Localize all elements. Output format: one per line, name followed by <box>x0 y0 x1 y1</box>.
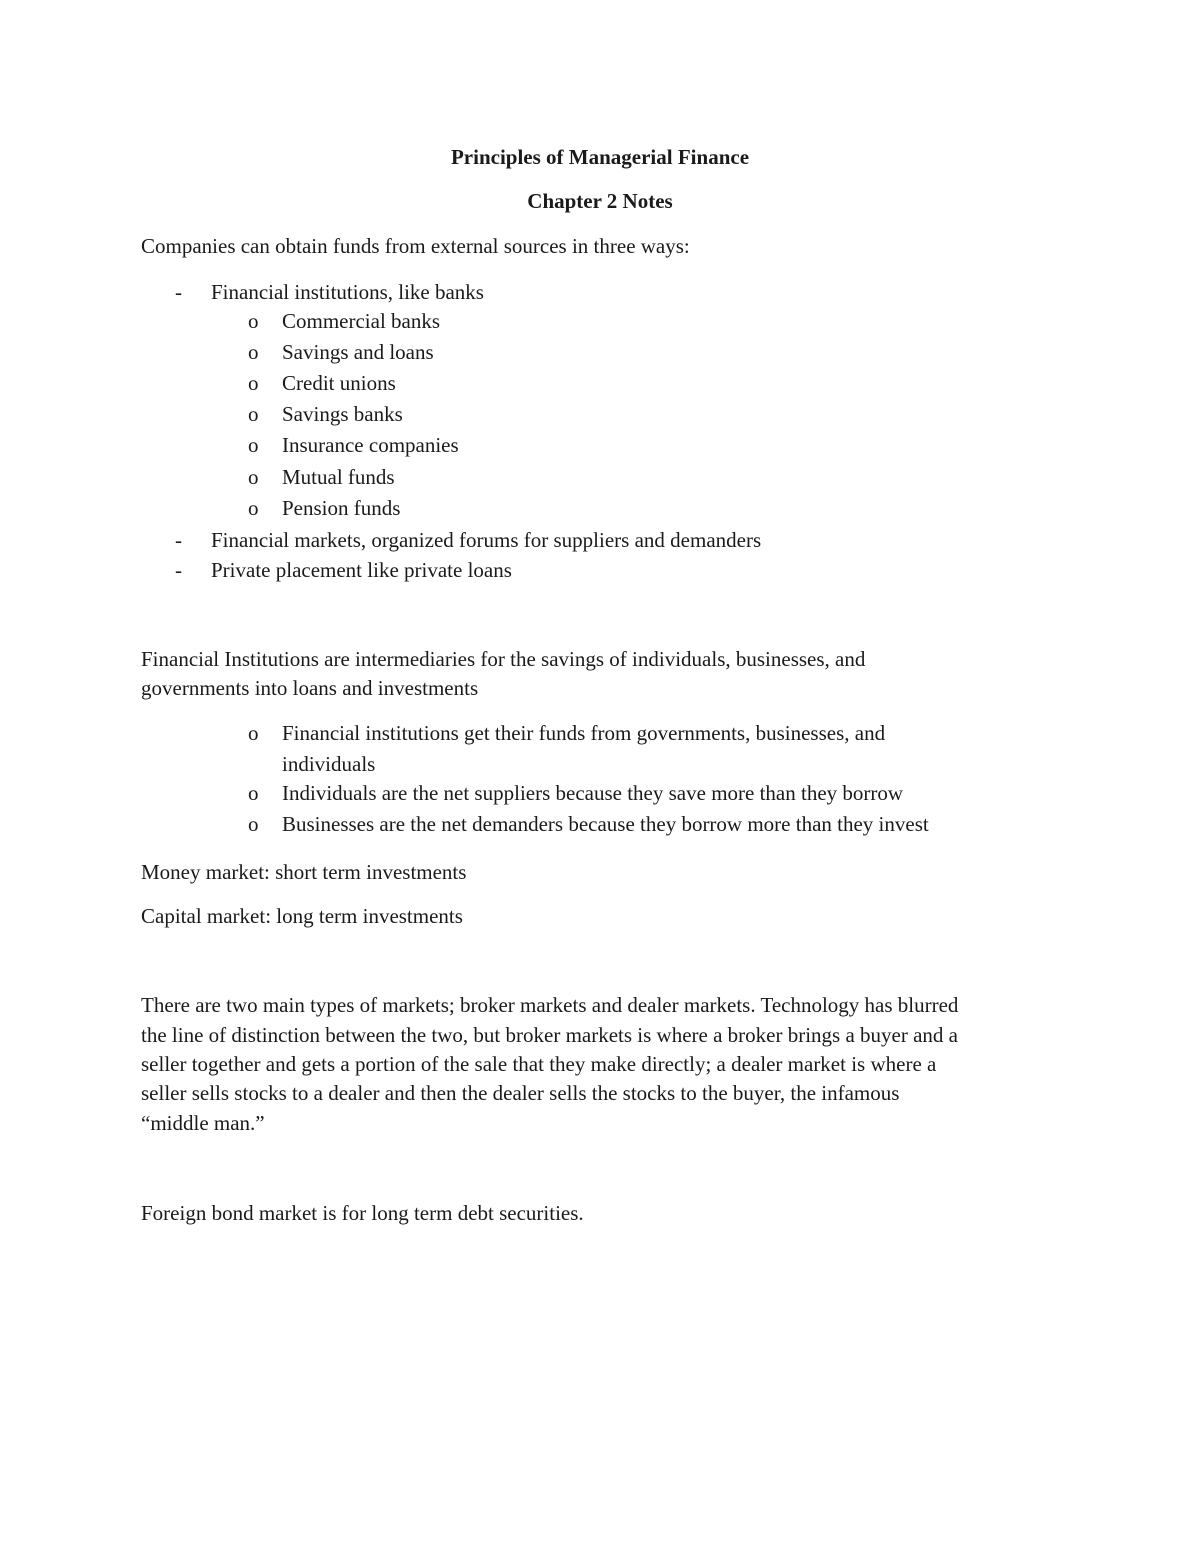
paragraph-line: Financial Institutions are intermediaries for the savings of individuals, businesses, and <box>141 647 866 671</box>
bullet-marker: o <box>248 371 259 395</box>
list-item-text: individuals <box>282 752 376 776</box>
intro-text: Companies can obtain funds from external sources in three ways: <box>141 234 690 258</box>
list-item-text: Financial institutions, like banks <box>211 280 484 304</box>
list-item-text: Savings and loans <box>282 340 434 364</box>
list-item-text: Savings banks <box>282 402 403 426</box>
list-item-text: Insurance companies <box>282 433 459 457</box>
list-item-text: Financial markets, organized forums for suppliers and demanders <box>211 528 762 552</box>
document-subtitle: Chapter 2 Notes <box>527 189 673 213</box>
foreign-bond-text: Foreign bond market is for long term debt securities. <box>141 1201 584 1225</box>
bullet-marker: o <box>248 402 259 426</box>
list-item-text: Financial institutions get their funds from governments, businesses, and <box>282 721 886 745</box>
list-item-text: Credit unions <box>282 371 396 395</box>
list-item-text: Commercial banks <box>282 309 441 333</box>
paragraph-line: “middle man.” <box>141 1111 265 1135</box>
bullet-marker: o <box>248 812 259 836</box>
list-item-text: Businesses are the net demanders because they borrow more than they invest <box>282 812 929 836</box>
list-item-text: Private placement like private loans <box>211 558 512 582</box>
dash-marker: - <box>175 558 182 582</box>
bullet-marker: o <box>248 721 259 745</box>
paragraph-line: seller sells stocks to a dealer and then the dealer sells the stocks to the buyer, the infamous <box>141 1081 900 1105</box>
list-item-text: Mutual funds <box>282 465 395 489</box>
paragraph-line: There are two main types of markets; broker markets and dealer markets. Technology has blurred <box>141 993 959 1017</box>
bullet-marker: o <box>248 340 259 364</box>
bullet-marker: o <box>248 496 259 520</box>
bullet-marker: o <box>248 465 259 489</box>
dash-marker: - <box>175 280 182 304</box>
bullet-marker: o <box>248 433 259 457</box>
list-item-text: Pension funds <box>282 496 401 520</box>
capital-market-text: Capital market: long term investments <box>141 904 463 928</box>
paragraph-line: the line of distinction between the two, but broker markets is where a broker brings a buyer and a <box>141 1023 959 1047</box>
list-item-text: Individuals are the net suppliers because they save more than they borrow <box>282 781 904 805</box>
bullet-marker: o <box>248 309 259 333</box>
bullet-marker: o <box>248 781 259 805</box>
money-market-text: Money market: short term investments <box>141 860 467 884</box>
dash-marker: - <box>175 528 182 552</box>
paragraph-line: seller together and gets a portion of the sale that they make directly; a dealer market is where a <box>141 1052 937 1076</box>
document-title: Principles of Managerial Finance <box>450 145 750 169</box>
paragraph-line: governments into loans and investments <box>141 676 479 700</box>
